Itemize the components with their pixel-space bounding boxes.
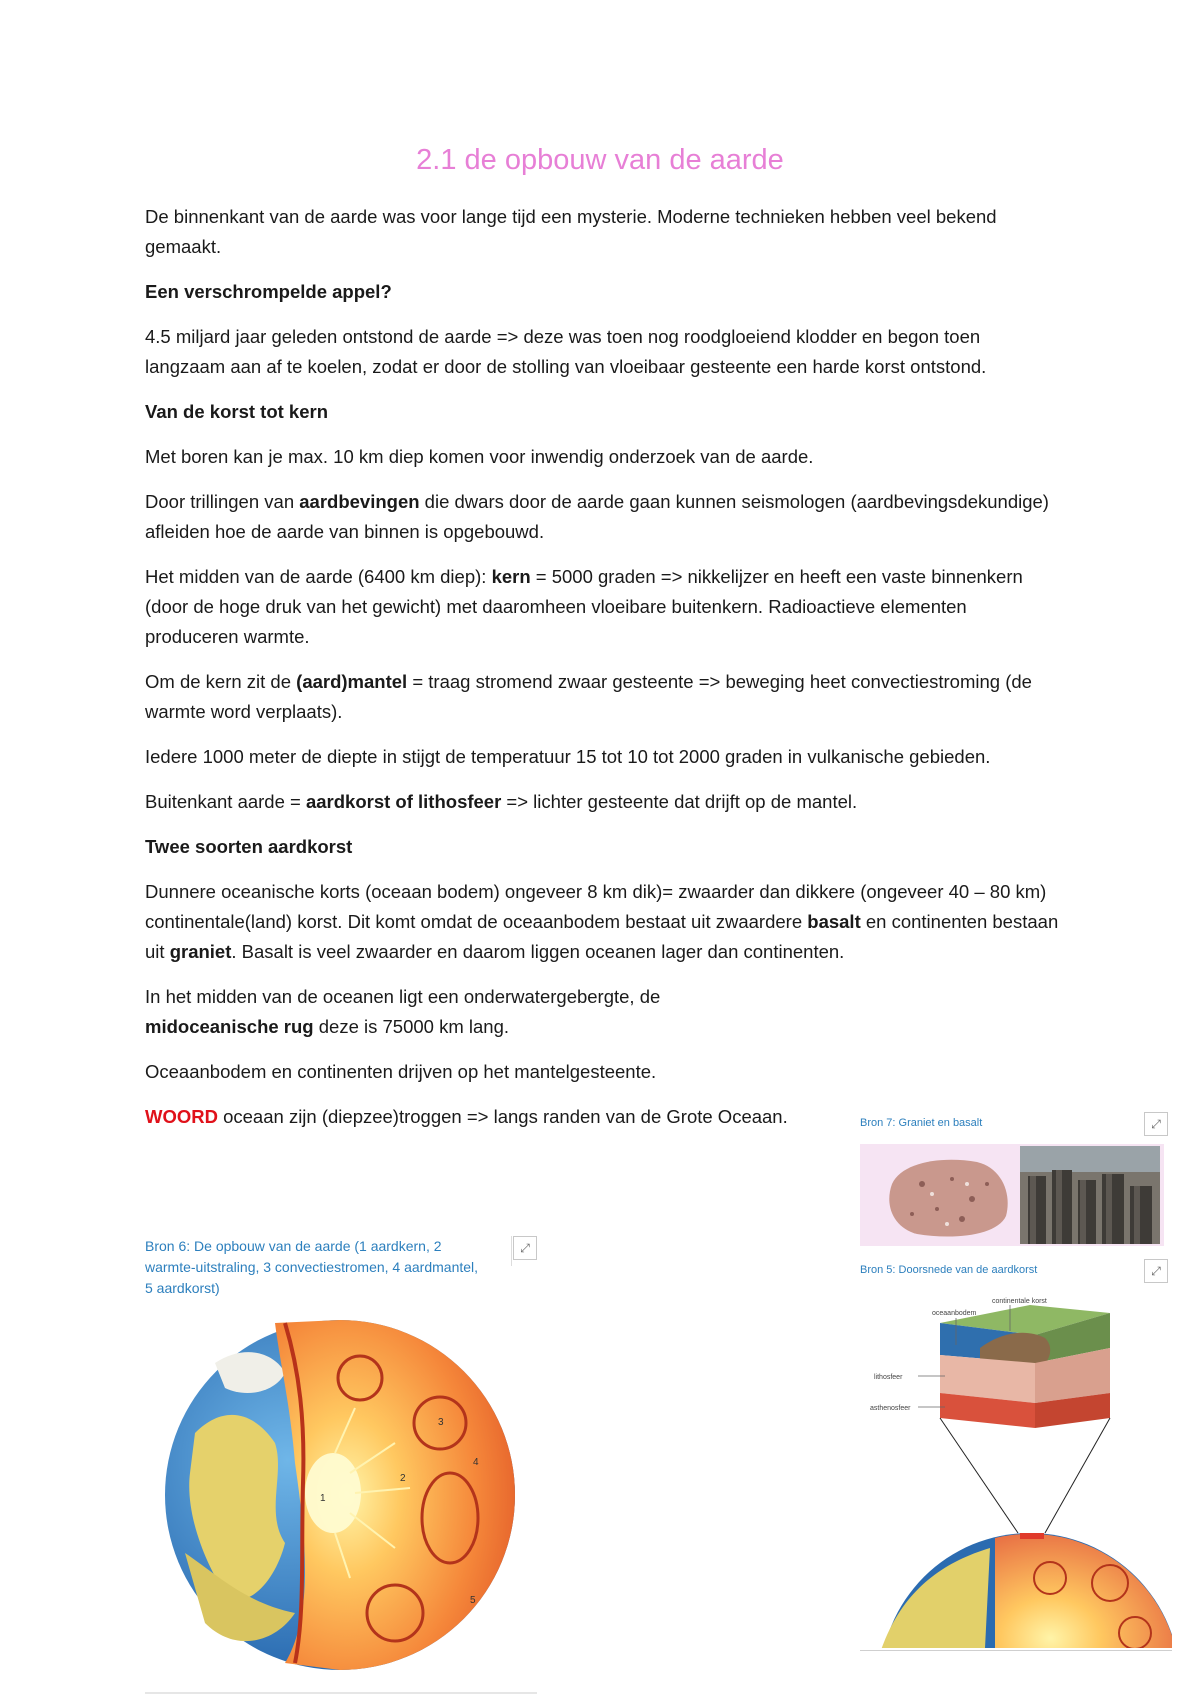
figure-baseline <box>145 1692 537 1694</box>
paragraph-kern: Het midden van de aarde (6400 km diep): kern = 5000 graden => nikkelijzer en heeft een vaste binnenkern (door de hoge druk van het gewicht) met daaromheen vloeibare buitenkern. Radioactieve elementen produceren warmte. <box>145 566 1023 647</box>
figure-baseline <box>860 1650 1172 1651</box>
paragraph-diepte: Iedere 1000 meter de diepte in stijgt de temperatuur 15 tot 10 tot 2000 graden in vulkanische gebieden. <box>145 746 991 767</box>
label-number-3: 3 <box>438 1417 444 1428</box>
paragraph-dunnere-korst: Dunnere oceanische korts (oceaan bodem) ongeveer 8 km dik)= zwaarder dan dikkere (ongeveer 40 – 80 km) continentale(land) korst. Dit komt omdat de oceaanbodem bestaat uit zwaardere basalt en continenten bestaan uit graniet. Basalt is veel zwaarder en daarom liggen oceanen lager dan continenten. <box>145 881 1059 962</box>
expand-icon[interactable]: ⤢ <box>1144 1112 1168 1136</box>
label-oceaanbodem: oceaanbodem <box>932 1310 977 1317</box>
earth-cross-section-illustration <box>155 1313 525 1673</box>
earth-globe-small <box>880 1533 1172 1648</box>
woord-label: WOORD <box>145 1106 218 1127</box>
paragraph-woord: WOORD oceaan zijn (diepzee)troggen => langs randen van de Grote Oceaan. <box>145 1106 788 1127</box>
heading-twee-soorten: Twee soorten aardkorst <box>145 836 353 857</box>
intro-paragraph: De binnenkant van de aarde was voor lange tijd een mysterie. Moderne technieken hebben veel bekend gemaakt. <box>145 206 997 257</box>
paragraph-mantel: Om de kern zit de (aard)mantel = traag stromend zwaar gesteente => beweging heet convectiestroming (de warmte word verplaats). <box>145 671 1032 722</box>
basalt-columns-image <box>1020 1146 1160 1244</box>
inner-core <box>305 1453 361 1533</box>
paragraph-ontstaan: 4.5 miljard jaar geleden ontstond de aarde => deze was toen nog roodgloeiend klodder en begon toen langzaam aan af te koelen, zodat er door de stolling van vloeibaar gesteente een harde korst ontstond. <box>145 326 987 377</box>
expand-icon[interactable]: ⤢ <box>1144 1259 1168 1283</box>
paragraph-trillingen: Door trillingen van aardbevingen die dwars door de aarde gaan kunnen seismologen (aardbevingsdekundige) afleiden hoe de aarde van binnen is opgebouwd. <box>145 491 1049 542</box>
expand-icon[interactable]: ⤢ <box>513 1236 537 1260</box>
document-body <box>145 202 1065 1147</box>
paragraph-midoceanische-rug: In het midden van de oceanen ligt een onderwatergebergte, de midoceanische rug deze is 75000 km lang. <box>145 986 661 1037</box>
figure-caption-bron6: Bron 6: De opbouw van de aarde (1 aardkern, 2 warmte-uitstraling, 3 convectiestromen, 4 aardmantel, 5 aardkorst) <box>145 1238 479 1296</box>
label-number-5: 5 <box>470 1595 476 1606</box>
caption-divider <box>511 1236 512 1266</box>
label-asthenosfeer: asthenosfeer <box>870 1405 911 1412</box>
label-continentale-korst: continentale korst <box>992 1298 1047 1305</box>
heading-verschrompelde-appel: Een verschrompelde appel? <box>145 281 392 302</box>
figure-caption-bron7: Bron 7: Graniet en basalt <box>860 1117 983 1129</box>
page-title: 2.1 de opbouw van de aarde <box>416 144 784 176</box>
figure-caption-bron5: Bron 5: Doorsnede van de aardkorst <box>860 1264 1038 1276</box>
paragraph-buitenkant: Buitenkant aarde = aardkorst of lithosfeer => lichter gesteente dat drijft op de mantel. <box>145 791 858 812</box>
paragraph-boren: Met boren kan je max. 10 km diep komen voor inwendig onderzoek van de aarde. <box>145 446 814 467</box>
paragraph-drijven: Oceaanbodem en continenten drijven op het mantelgesteente. <box>145 1061 657 1082</box>
crust-cross-section-diagram <box>860 1293 1172 1648</box>
heading-korst-tot-kern: Van de korst tot kern <box>145 401 328 422</box>
label-number-1: 1 <box>320 1493 326 1504</box>
label-number-4: 4 <box>473 1457 479 1468</box>
granite-rock-image <box>882 1154 1014 1240</box>
label-lithosfeer: lithosfeer <box>874 1374 903 1381</box>
label-number-2: 2 <box>400 1473 406 1484</box>
